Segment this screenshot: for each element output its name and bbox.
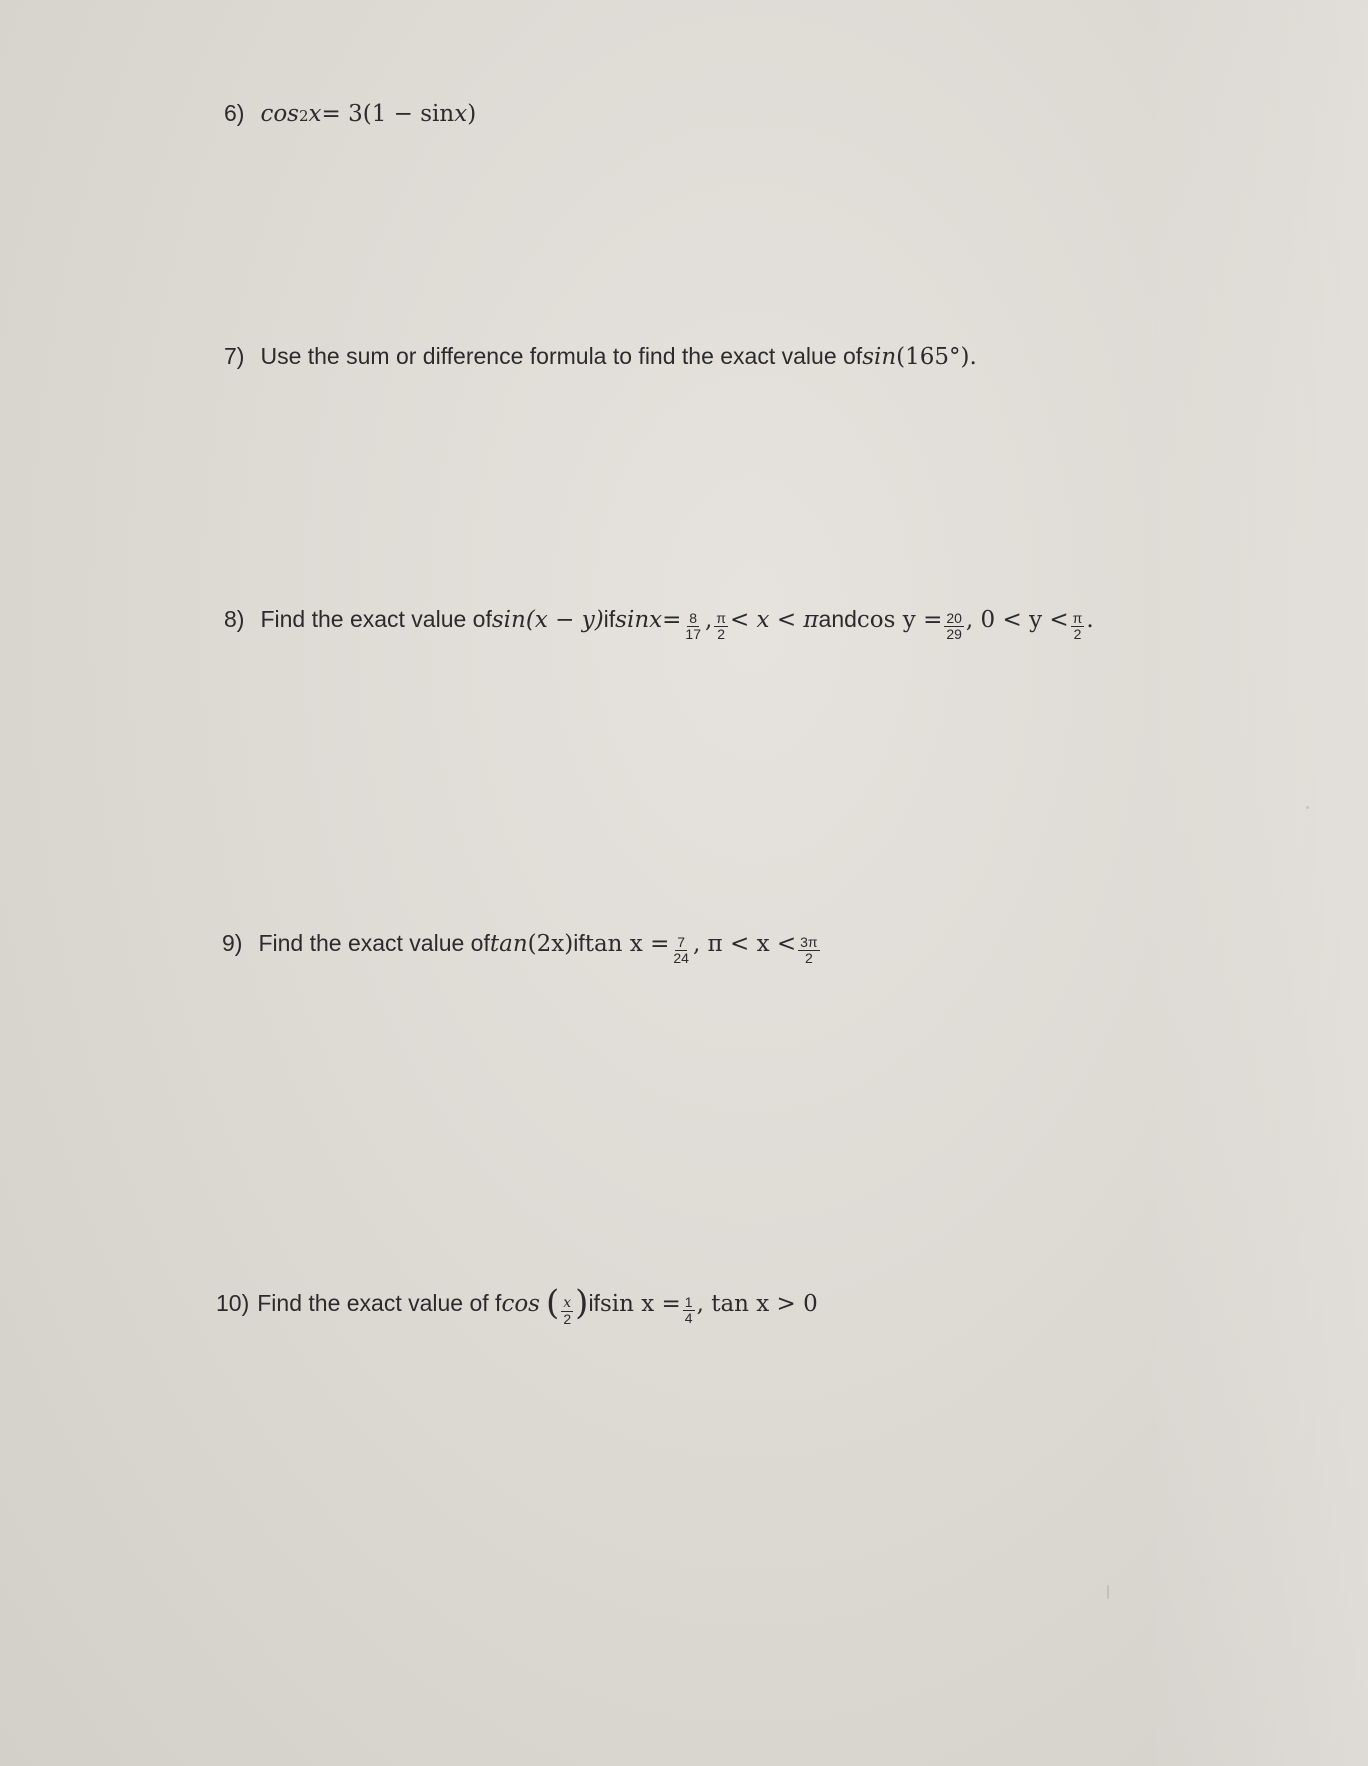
problem-10 [216,1283,818,1330]
problem-9 [222,930,822,969]
fraction-7-24 [671,935,691,965]
if-text: if [573,930,585,956]
denominator: 29 [946,625,962,642]
problem-text: Find the exact value of [258,930,490,956]
math-comma: , [704,607,713,633]
problem-text: Use the sum or difference formula to find the exact value of [260,343,863,369]
problem-7 [224,343,977,370]
numerator: π [716,610,726,626]
math-paren: ) [575,1283,589,1323]
and-text: and [818,606,857,632]
denominator: 17 [685,625,701,642]
math-arg: (2x) [527,931,574,957]
fraction-3pi-2 [798,935,819,965]
numerator: 3π [800,934,818,950]
math-cosy: cos y = [856,607,943,633]
fraction-pi-2 [714,611,728,641]
math-sinx: sinx [615,607,663,633]
numerator: x [563,1295,572,1311]
denominator: 2 [804,949,813,966]
math-inequality: , 0 < y < [965,607,1069,633]
denominator: 4 [684,1309,693,1326]
problem-number: 10) [216,1290,250,1316]
denominator: 2 [717,625,726,642]
math-var: x [308,101,322,127]
numerator: 7 [677,934,686,950]
numerator: π [1072,610,1083,626]
paper-speck [1107,1585,1109,1599]
math-equation-rhs: = 3(1 − sin [321,101,455,127]
math-exponent: 2 [299,107,309,125]
denominator: 2 [1073,625,1082,642]
numerator: 1 [684,1294,693,1310]
problem-text: Find the exact value of f [257,1290,502,1316]
problem-number: 9) [222,930,243,956]
math-inequality: , π < x < [692,931,797,957]
paper-shading [1148,0,1368,1766]
math-fn: tan [489,931,528,957]
denominator: 2 [563,1310,572,1327]
math-period: . [1086,607,1094,633]
math-paren: ( [546,1283,560,1323]
math-inequality: < x < π [729,607,819,633]
math-paren: ) [467,101,477,127]
math-arg: (x − y) [525,607,604,633]
math-fn: sin [862,344,897,370]
problem-6 [224,100,476,127]
if-text: if [603,606,616,632]
numerator: 8 [689,610,698,626]
math-cos: cos [260,101,299,127]
problem-8 [224,606,1094,645]
problem-number: 6) [224,100,245,126]
fraction-x-2 [561,1296,573,1326]
paper-speck [1306,806,1309,809]
math-arg: (165°). [896,344,977,370]
numerator: 20 [946,610,962,626]
fraction-pi-2 [1071,611,1085,641]
math-fn: sin [491,607,526,633]
math-tanx: tan x = [584,931,670,957]
math-var: x [454,101,468,127]
fraction-8-17 [683,611,703,641]
problem-number: 7) [224,343,245,369]
math-sinx: sin x = [599,1291,681,1317]
fraction-1-4 [683,1295,695,1325]
math-eq: = [662,607,682,633]
denominator: 24 [673,949,689,966]
fraction-20-29 [944,611,964,641]
if-text: if [588,1290,600,1316]
math-fn: cos [501,1291,540,1317]
problem-number: 8) [224,606,245,632]
math-condition: , tan x > 0 [696,1291,818,1317]
problem-text: Find the exact value of [260,606,492,632]
